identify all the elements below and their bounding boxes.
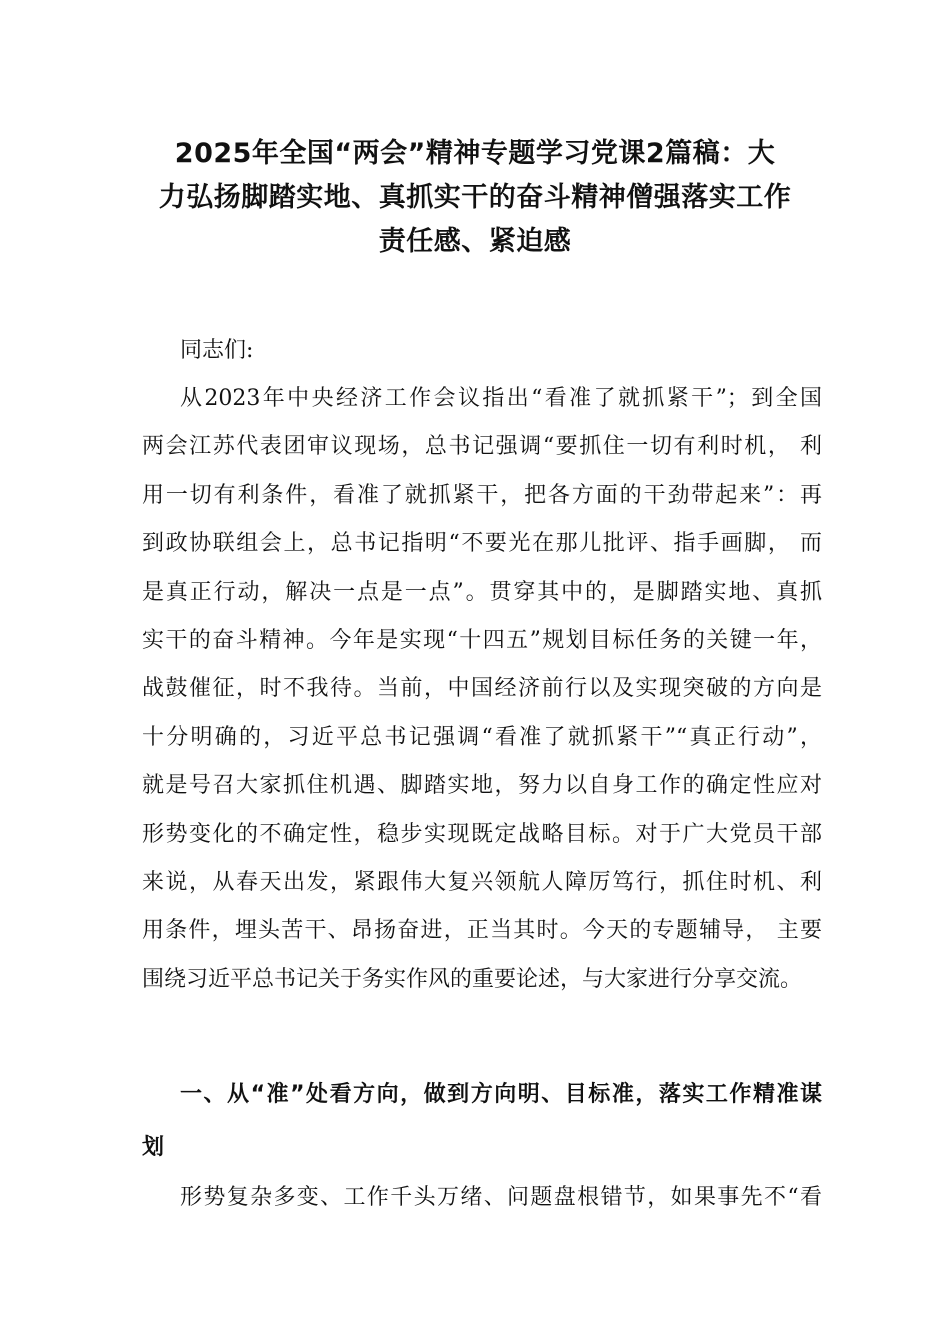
- paragraph-line: 十分明确的，习近平总书记强调“看准了就抓紧干”“真正行动”，: [142, 724, 822, 750]
- section-heading: [142, 1080, 822, 1186]
- paragraph-line: 是真正行动，解决一点是一点”。贯穿其中的，是脚踏实地、真抓: [142, 579, 822, 605]
- title-line: 责任感、紧迫感: [378, 226, 572, 257]
- section-heading-line: 一、从“准”处看方向，做到方向明、目标准，落实工作精准谋: [180, 1082, 822, 1107]
- paragraph-line: 到政协联组会上，总书记指明“不要光在那儿批评、指手画脚， 而: [142, 531, 822, 557]
- paragraph-line: 两会江苏代表团审议现场，总书记强调“要抓住一切有利时机， 利: [142, 434, 822, 460]
- paragraph-line: 围绕习近平总书记关于务实作风的重要论述，与大家进行分享交流。: [142, 966, 803, 992]
- paragraph-line: 战鼓催征，时不我待。当前，中国经济前行以及实现突破的方向是: [142, 676, 822, 702]
- paragraph-line: 实干的奋斗精神。今年是实现“十四五”规划目标任务的关键一年，: [142, 627, 822, 653]
- continuation-text: 形势复杂多变、工作千头万绪、问题盘根错节，如果事先不“看: [180, 1185, 822, 1210]
- paragraph-line: 来说，从春天出发，紧跟伟大复兴领航人障厉笃行，抓住时机、利: [142, 869, 822, 895]
- greeting: 同志们:: [180, 338, 254, 363]
- paragraph-line: 用一切有利条件，看准了就抓紧干，把各方面的干劲带起来”：再: [142, 482, 822, 508]
- paragraph-line: 就是号召大家抓住机遇、脚踏实地，努力以自身工作的确定性应对: [142, 773, 822, 799]
- title-line: 力弘扬脚踏实地、真抓实干的奋斗精神僧强落实工作: [158, 182, 792, 213]
- section-heading-line: 划: [142, 1135, 165, 1160]
- body-paragraph: [142, 384, 822, 1013]
- paragraph-line: 从2023年中央经济工作会议指出“看准了就抓紧干”；到全国: [180, 386, 822, 411]
- paragraph-line: 用条件，埋头苦干、昂扬奋进，正当其时。今天的专题辅导， 主要: [142, 918, 822, 944]
- title-line: 2025年全国“两会”精神专题学习党课2篇稿：大: [174, 138, 776, 169]
- paragraph-line: 形势变化的不确定性，稳步实现既定战略目标。对于广大党员干部: [142, 821, 822, 847]
- document-title: [140, 132, 810, 264]
